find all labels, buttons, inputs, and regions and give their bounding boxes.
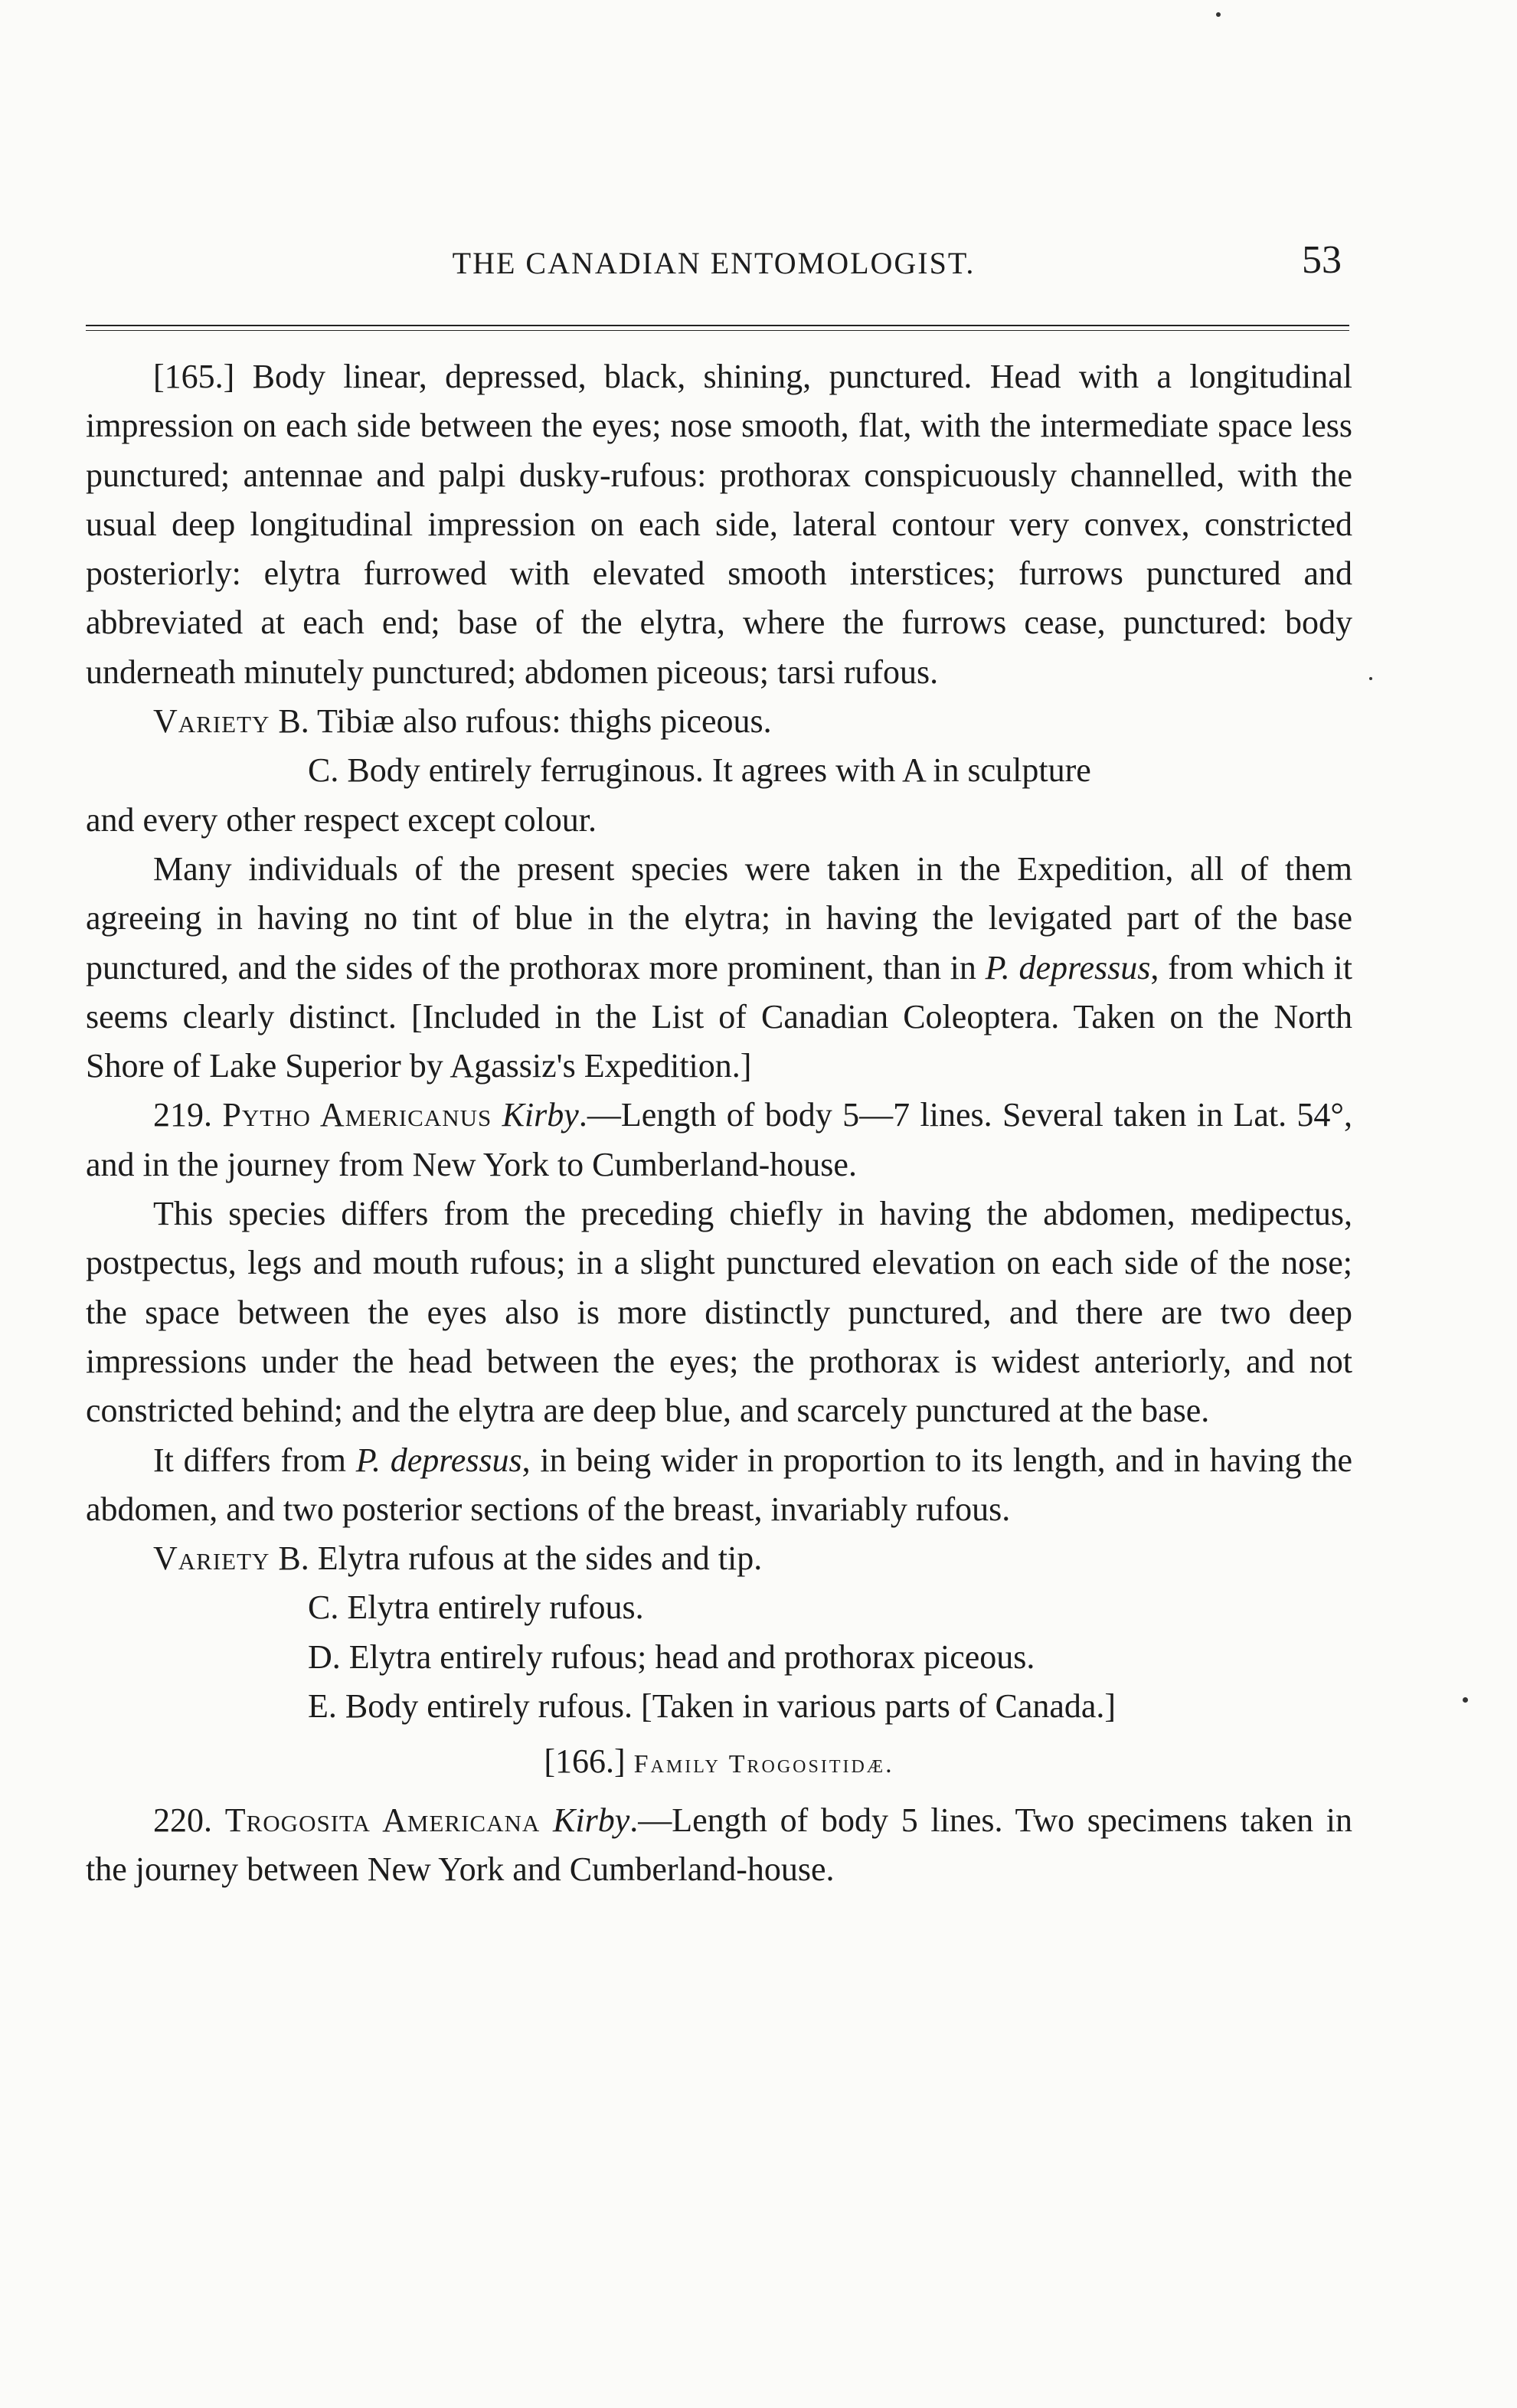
variety2-d: D. Elytra entirely rufous; head and prothorax piceous.: [308, 1638, 1035, 1676]
entry-number: 220.: [153, 1801, 212, 1839]
entry-author: Kirby: [502, 1096, 579, 1134]
family-heading: [86, 1737, 1352, 1789]
entry-author: Kirby: [553, 1801, 630, 1839]
variety-c-continued: and every other respect except colour.: [86, 800, 597, 839]
variety2-b-line: [153, 1534, 1352, 1583]
variety2-e: E. Body entirely rufous. [Taken in various parts of Canada.]: [308, 1687, 1116, 1726]
family-number: [166.]: [544, 1742, 626, 1781]
page-number: 53: [1302, 238, 1342, 282]
entry-name: Pytho Americanus: [222, 1096, 492, 1134]
species-name-italic: P. depressus: [985, 948, 1151, 986]
entry-text: .—Length of body 5 lines. Two specimens taken in the journey between New York and Cumberland-house.: [86, 1801, 1353, 1888]
species-name-italic: P. depressus: [355, 1441, 522, 1479]
entry-220: [86, 1796, 1352, 1895]
entry-name: Trogosita Americana: [224, 1801, 541, 1839]
remarks-paragraph: Many individuals of the present species were taken in the Expedition, all of them agreeing in having no tint of blue in the elytra; in having the levigated part of the base punctured, and the sides of the prothorax more prominent, than in P. depressus, from which it seems clearly distinct. [Included in the List of Canadian Coleoptera. Taken on the North Shore of Lake Superior by Agassiz's Expedition.]: [86, 849, 1352, 1085]
difference-paragraph: It differs from P. depressus, in being wider in proportion to its length, and in having the abdomen, and two posterior sections of the breast, invariably rufous.: [86, 1441, 1352, 1528]
running-title: THE CANADIAN ENTOMOLOGIST.: [452, 246, 976, 280]
variety-label: Variety: [153, 702, 270, 741]
variety-label: Variety: [153, 1539, 270, 1578]
variety2-c: C. Elytra entirely rufous.: [308, 1588, 644, 1627]
variety-b-line: [153, 697, 1352, 746]
comparison-paragraph: This species differs from the preceding chiefly in having the abdomen, medipectus, postpectus, legs and mouth rufous; in a slight punctured elevation on each side of the nose; the space between the eyes also is more distinctly punctured, and there are two deep impressions under the head between the eyes; the prothorax is widest anteriorly, and not constricted behind; and the elytra are deep blue, and scarcely punctured at the base.: [86, 1195, 1352, 1430]
page-body: [86, 352, 1352, 1894]
species-description: [165.] Body linear, depressed, black, shining, punctured. Head with a longitudinal impression on each side between the eyes; nose smooth, flat, with the intermediate space less punctured; antennae and palpi dusky-rufous: prothorax conspicuously channelled, with the usual deep longitudinal impression on each side, lateral contour very convex, constricted posteriorly: elytra furrowed with elevated smooth interstices; furrows punctured and abbreviated at each end; base of the elytra, where the furrows cease, punctured: body underneath minutely punctured; abdomen piceous; tarsi rufous.: [86, 358, 1352, 691]
variety-b: B. Tibiæ also rufous: thighs piceous.: [278, 702, 772, 741]
speck-mark: [1463, 1697, 1468, 1703]
entry-text: .—Length of body 5—7 lines. Several taken in Lat. 54°, and in the journey from New York to Cumberland-house.: [86, 1096, 1353, 1183]
speck-mark: [1216, 12, 1221, 17]
page-header: [86, 237, 1342, 299]
family-name: Family Trogositidæ.: [633, 1750, 894, 1779]
entry-number: 219.: [153, 1096, 212, 1134]
header-rule: [86, 325, 1349, 331]
variety-c: C. Body entirely ferruginous. It agrees with A in sculpture: [308, 751, 1091, 790]
variety-b: B. Elytra rufous at the sides and tip.: [278, 1539, 763, 1578]
entry-219: [86, 1091, 1352, 1189]
speck-mark: [1369, 677, 1372, 680]
